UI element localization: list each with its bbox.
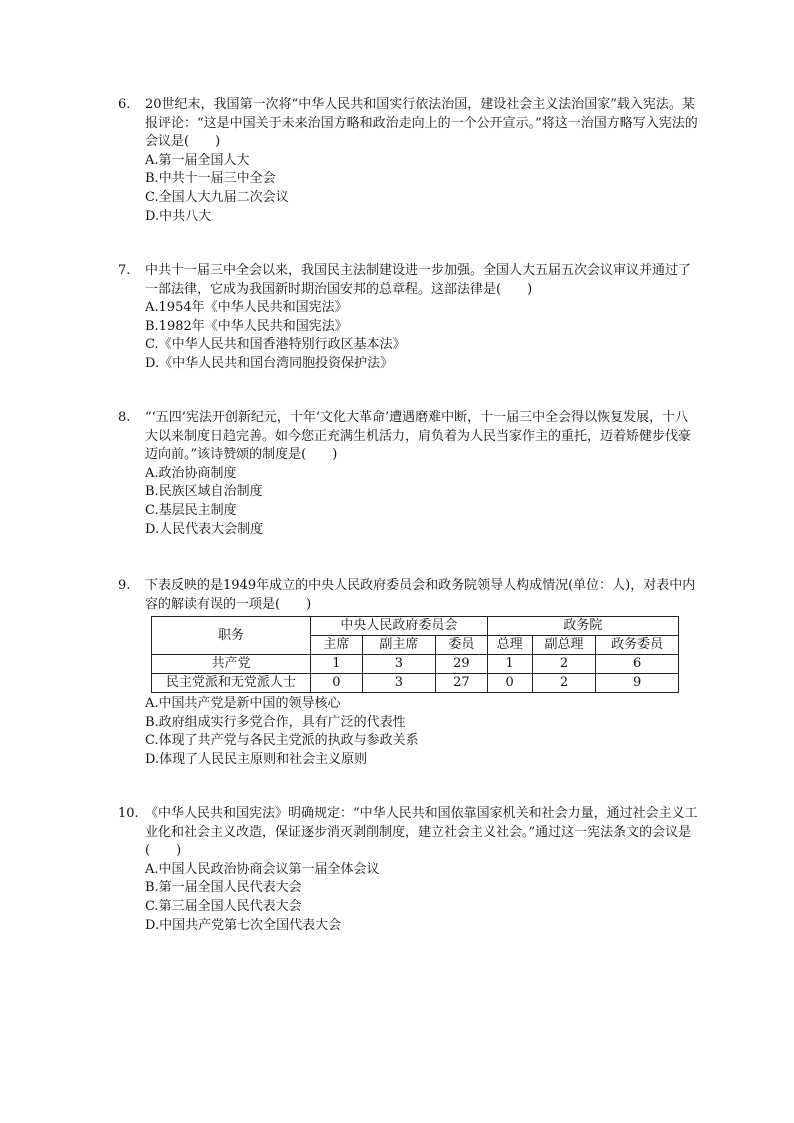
option-a: A.政治协商制度	[145, 465, 237, 481]
question-text: 20世纪末，我国第一次将“中华人民共和国实行依法治国，建设社会主义法治国家”载入宪法。某报评论：“这是中国关于未来治国方略和政治走向上的一个公开宣示。”将这一治国方略写入宪法的会议是( )	[145, 97, 698, 150]
table-cell: 2	[532, 674, 596, 693]
option-b: B.第一届全国人民代表大会	[145, 880, 302, 896]
table-cell: 27	[436, 674, 488, 693]
table-cell: 9	[596, 674, 679, 693]
option-d: D.人民代表大会制度	[145, 521, 264, 537]
table-cell: 3	[362, 674, 435, 693]
option-d: D.中共八大	[145, 208, 212, 224]
question-text: 下表反映的是1949年成立的中央人民政府委员会和政务院领导人构成情况(单位：人)，对表中内容的解读有误的一项是( )	[145, 578, 696, 612]
question-number: 6.	[118, 97, 131, 112]
table-cell: 1	[311, 655, 363, 674]
question-6	[118, 96, 698, 226]
question-10	[118, 805, 698, 935]
table-subheader: 主席	[311, 636, 363, 655]
option-c: C.全国人大九届二次会议	[145, 189, 289, 205]
table-subheader: 副主席	[362, 636, 435, 655]
table-group-header: 中央人民政府委员会	[311, 617, 488, 636]
question-8	[118, 409, 698, 539]
option-c: C.基层民主制度	[145, 502, 237, 518]
table-group-header: 政务院	[487, 617, 678, 636]
table-subheader: 总理	[487, 636, 532, 655]
table-subheader: 政务委员	[596, 636, 679, 655]
table-cell: 3	[362, 655, 435, 674]
option-c: C.第三届全国人民代表大会	[145, 898, 302, 914]
option-a: A.中国共产党是新中国的领导核心	[145, 696, 341, 712]
question-stem	[118, 96, 698, 152]
table-cell: 6	[596, 655, 679, 674]
table-row-label: 民主党派和无党派人士	[152, 674, 311, 693]
table-header-row	[152, 617, 679, 636]
option-b: B.中共十一届三中全会	[145, 171, 276, 187]
option-c: C.体现了共产党与各民主党派的执政与参政关系	[145, 733, 419, 749]
option-b: B.政府组成实行多党合作，具有广泛的代表性	[145, 714, 406, 730]
table-subheader: 副总理	[532, 636, 596, 655]
option-d: D.《中华人民共和国台湾同胞投资保护法》	[145, 355, 394, 371]
option-d: D.中国共产党第七次全国代表大会	[145, 917, 342, 933]
table-cell: 1	[487, 655, 532, 674]
option-a: A.中国人民政治协商会议第一届全体会议	[145, 861, 380, 877]
question-text: 中共十一届三中全会以来，我国民主法制建设进一步加强。全国人大五届五次会议审议并通过了一部法律，它成为我国新时期治国安邦的总章程。这部法律是( )	[145, 263, 692, 297]
table-cell: 2	[532, 655, 596, 674]
question-7	[118, 262, 698, 374]
table-row	[152, 655, 679, 674]
option-a: A.1954年《中华人民共和国宪法》	[145, 300, 348, 316]
leadership-table	[151, 616, 679, 693]
question-9	[118, 577, 698, 770]
question-text: “‘五四’宪法开创新纪元，十年‘文化大革命’遭遇磨难中断，十一届三中全会得以恢复发展，十八大以来制度日趋完善。如今您正充满生机活力，肩负着为人民当家作主的重托，迈着矫健步伐豪迈向前。”该诗赞颂的制度是( )	[145, 410, 692, 463]
table-corner-header: 职务	[152, 617, 311, 655]
question-number: 10.	[118, 806, 139, 821]
question-stem	[118, 262, 698, 299]
table-row-label: 共产党	[152, 655, 311, 674]
question-stem	[118, 805, 698, 861]
question-stem	[118, 577, 698, 614]
option-c: C.《中华人民共和国香港特别行政区基本法》	[145, 337, 406, 353]
table-cell: 0	[311, 674, 363, 693]
option-d: D.体现了人民民主原则和社会主义原则	[145, 751, 368, 767]
table-row	[152, 674, 679, 693]
option-b: B.1982年《中华人民共和国宪法》	[145, 318, 348, 334]
question-number: 8.	[118, 410, 131, 425]
table-subheader: 委员	[436, 636, 488, 655]
table-cell: 29	[436, 655, 488, 674]
question-number: 7.	[118, 263, 131, 278]
question-number: 9.	[118, 578, 131, 593]
table-cell: 0	[487, 674, 532, 693]
question-text: 《中华人民共和国宪法》明确规定：“中华人民共和国依靠国家机关和社会力量，通过社会主义工业化和社会主义改造，保证逐步消灭剥削制度，建立社会主义社会。”通过这一宪法条文的会议是( )	[145, 806, 698, 859]
question-stem	[118, 409, 698, 465]
option-b: B.民族区域自治制度	[145, 484, 263, 500]
option-a: A.第一届全国人大	[145, 152, 250, 168]
